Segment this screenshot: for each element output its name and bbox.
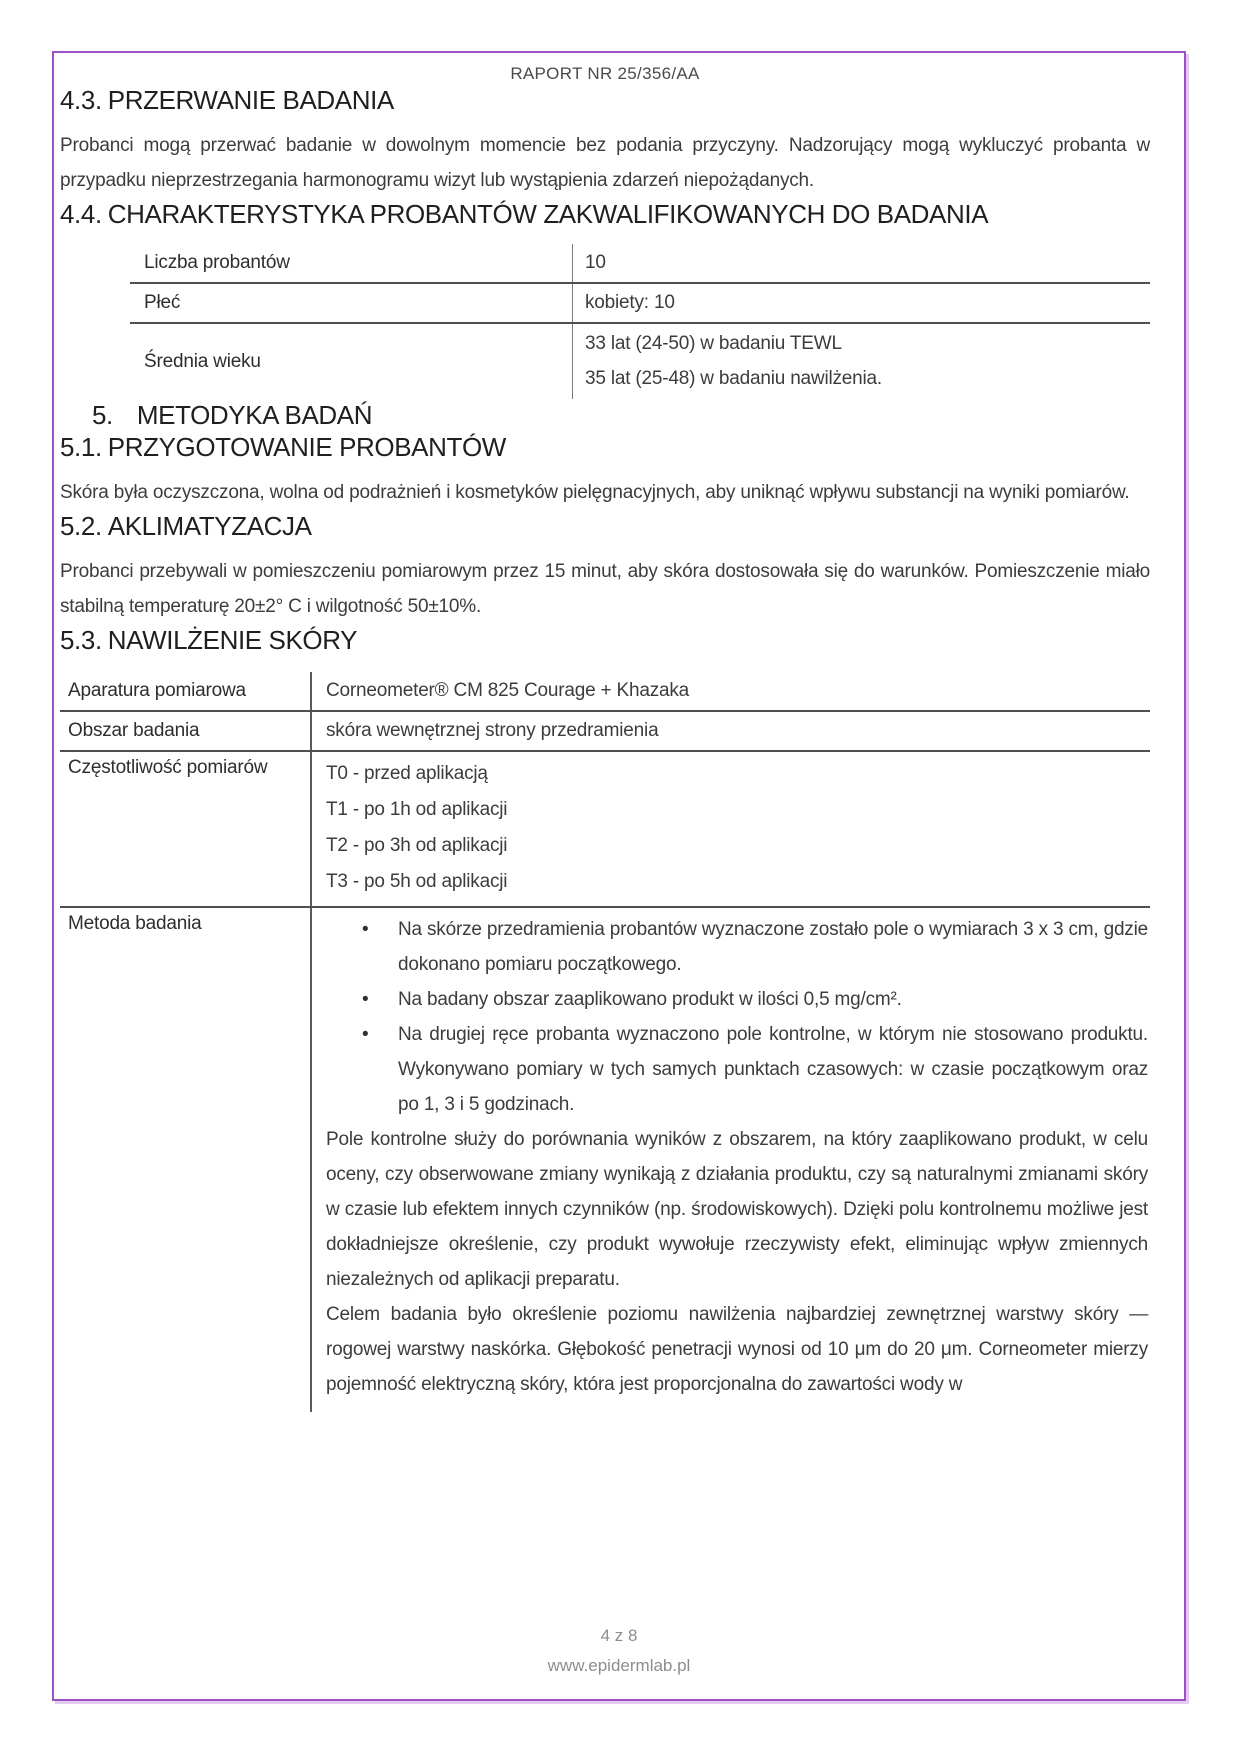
table-row (60, 672, 1150, 712)
timepoint-line: T2 - po 3h od aplikacji (326, 835, 508, 856)
timepoint-line: T1 - po 1h od aplikacji (326, 799, 508, 820)
section-heading-5-2 (60, 510, 1150, 542)
row-label: Liczba probantów (144, 252, 290, 273)
document-page (60, 53, 1150, 1412)
section-title: METODYKA BADAŃ (136, 400, 373, 430)
footer-website: www.epidermlab.pl (547, 1656, 691, 1675)
section-heading-5-1 (60, 431, 1150, 463)
method-paragraph: Pole kontrolne służy do porównania wyników z obszarem, na który zaaplikowano produkt, w celu oceny, czy obserwowane zmiany wynikają z działania produktu, czy są naturalnymi zmianami skóry w czasie lub efektem innych czynników (np. środowiskowych). Dzięki polu kontrolnemu możliwe jest dokładniejsze określenie, czy produkt wywołuje rzeczywisty efekt, eliminując wpływ zmiennych niezależnych od aplikacji preparatu. (326, 1129, 1148, 1290)
timepoint-line: T3 - po 5h od aplikacji (326, 871, 508, 892)
row-value (310, 908, 1150, 1412)
bullet-item: • Na drugiej ręce probanta wyznaczono pole kontrolne, w którym nie stosowano produktu. Wykonywano pomiary w tych samych punktach czasowych: w czasie początkowym oraz po 1, 3 i 5 godzinach. (326, 1017, 1148, 1122)
section-number: 5.2. (60, 511, 102, 541)
section-number: 4.3. (60, 85, 102, 115)
row-label: Aparatura pomiarowa (68, 680, 246, 701)
timepoint-line: T0 - przed aplikacją (326, 763, 488, 784)
row-label: Płeć (144, 292, 181, 313)
bullet-item: • Na skórze przedramienia probantów wyznaczone zostało pole o wymiarach 3 x 3 cm, gdzie dokonano pomiaru początkowego. (326, 912, 1148, 982)
section-title: PRZERWANIE BADANIA (107, 85, 394, 115)
table-row (130, 324, 1150, 399)
report-header-title: RAPORT NR 25/356/AA (510, 64, 700, 83)
section-number: 5.3. (60, 625, 102, 655)
section-title: NAWILŻENIE SKÓRY (107, 625, 358, 655)
section-number: 5. (92, 400, 113, 430)
section-heading-4-4 (60, 198, 1150, 230)
table-row (60, 712, 1150, 752)
section-5-1-paragraph: Skóra była oczyszczona, wolna od podrażnień i kosmetyków pielęgnacyjnych, aby uniknąć wpływu substancji na wyniki pomiarów. (60, 482, 1130, 503)
hydration-method-table (60, 672, 1150, 1412)
participants-table (130, 244, 1150, 399)
value-line: 35 lat (25-48) w badaniu nawilżenia. (585, 368, 882, 389)
table-row (130, 284, 1150, 324)
section-heading-5 (60, 399, 1150, 431)
method-paragraph: Celem badania było określenie poziomu nawilżenia najbardziej zewnętrznej warstwy skóry — rogowej warstwy naskórka. Głębokość penetracji wynosi od 10 μm do 20 μm. Corneometer mierzy pojemność elektryczną skóry, która jest proporcjonalna do zawartości wody w (326, 1304, 1148, 1395)
row-value: skóra wewnętrznej strony przedramienia (310, 712, 1150, 750)
row-value: Corneometer® CM 825 Courage + Khazaka (310, 672, 1150, 710)
method-bullet-list (326, 912, 1148, 1122)
row-value (572, 324, 1150, 399)
section-title: AKLIMATYZACJA (107, 511, 312, 541)
table-row (130, 244, 1150, 284)
row-value: 10 (572, 244, 1150, 282)
section-number: 4.4. (60, 199, 102, 229)
table-row (60, 752, 1150, 908)
bullet-item: • Na badany obszar zaaplikowano produkt w ilości 0,5 mg/cm². (326, 982, 1148, 1017)
section-title: CHARAKTERYSTYKA PROBANTÓW ZAKWALIFIKOWANYCH DO BADANIA (107, 199, 989, 229)
row-value: kobiety: 10 (572, 284, 1150, 322)
value-line: 33 lat (24-50) w badaniu TEWL (585, 333, 842, 354)
section-number: 5.1. (60, 432, 102, 462)
row-label: Metoda badania (68, 913, 202, 934)
section-heading-4-3 (60, 84, 1150, 116)
table-row (60, 908, 1150, 1412)
section-title: PRZYGOTOWANIE PROBANTÓW (107, 432, 506, 462)
page-number: 4 z 8 (600, 1626, 638, 1645)
row-label: Średnia wieku (144, 350, 261, 372)
row-label: Obszar badania (68, 720, 200, 741)
section-4-3-paragraph: Probanci mogą przerwać badanie w dowolnym momencie bez podania przyczyny. Nadzorujący mogą wykluczyć probanta w przypadku nieprzestrzegania harmonogramu wizyt lub wystąpienia zdarzeń niepożądanych. (60, 135, 1150, 191)
section-5-2-paragraph: Probanci przebywali w pomieszczeniu pomiarowym przez 15 minut, aby skóra dostosowała się do warunków. Pomieszczenie miało stabilną temperaturę 20±2° C i wilgotność 50±10%. (60, 561, 1150, 617)
section-heading-5-3 (60, 624, 1150, 656)
row-value (310, 752, 1150, 906)
row-label: Częstotliwość pomiarów (68, 757, 268, 778)
